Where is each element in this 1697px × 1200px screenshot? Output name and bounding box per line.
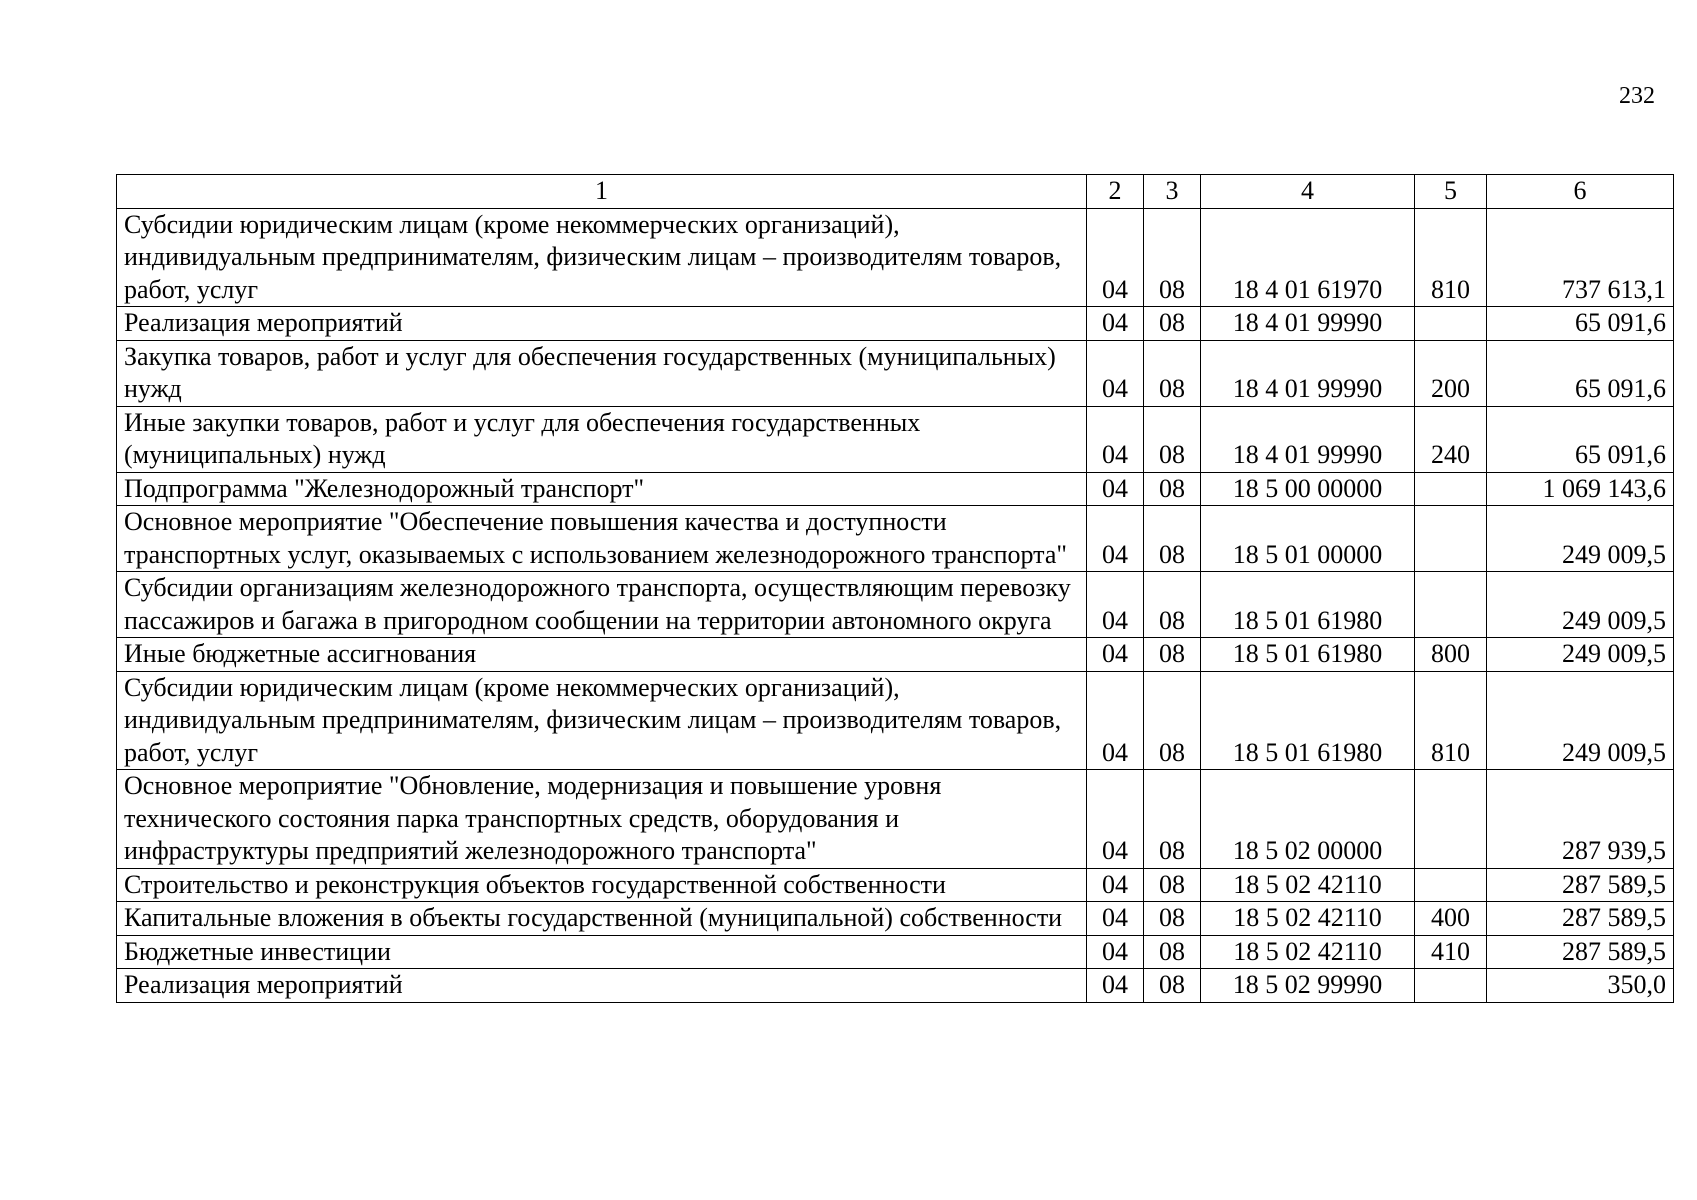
row-section: 04 [1087,969,1144,1003]
header-col-4: 4 [1201,175,1415,209]
row-amount: 287 589,5 [1487,902,1674,936]
row-article: 18 5 00 00000 [1201,472,1415,506]
row-article: 18 4 01 99990 [1201,406,1415,472]
table-row [117,307,1674,341]
table-row [117,638,1674,672]
row-article: 18 5 02 42110 [1201,902,1415,936]
row-section: 04 [1087,340,1144,406]
row-name: Реализация мероприятий [117,307,1087,341]
row-amount: 350,0 [1487,969,1674,1003]
row-subsection: 08 [1144,406,1201,472]
table-row [117,340,1674,406]
row-name: Капитальные вложения в объекты государственной (муниципальной) собственности [117,902,1087,936]
row-name: Иные закупки товаров, работ и услуг для обеспечения государственных (муниципальных) нужд [117,406,1087,472]
row-amount: 65 091,6 [1487,307,1674,341]
row-article: 18 5 02 99990 [1201,969,1415,1003]
header-col-3: 3 [1144,175,1201,209]
row-article: 18 4 01 99990 [1201,307,1415,341]
row-name: Подпрограмма "Железнодорожный транспорт" [117,472,1087,506]
table-row [117,902,1674,936]
table-row [117,208,1674,307]
row-section: 04 [1087,638,1144,672]
row-article: 18 4 01 61970 [1201,208,1415,307]
row-kind [1415,868,1487,902]
table-row [117,572,1674,638]
table-row [117,506,1674,572]
row-kind: 810 [1415,671,1487,770]
header-col-1: 1 [117,175,1087,209]
row-subsection: 08 [1144,935,1201,969]
row-subsection: 08 [1144,671,1201,770]
row-article: 18 5 01 61980 [1201,638,1415,672]
row-subsection: 08 [1144,572,1201,638]
page-number: 232 [1619,83,1655,109]
row-subsection: 08 [1144,307,1201,341]
table-row [117,935,1674,969]
row-kind [1415,572,1487,638]
row-article: 18 5 02 42110 [1201,868,1415,902]
row-section: 04 [1087,506,1144,572]
row-amount: 65 091,6 [1487,340,1674,406]
row-kind: 400 [1415,902,1487,936]
table-row [117,868,1674,902]
row-kind [1415,472,1487,506]
table-row [117,406,1674,472]
row-section: 04 [1087,472,1144,506]
row-article: 18 5 02 42110 [1201,935,1415,969]
row-section: 04 [1087,572,1144,638]
row-subsection: 08 [1144,770,1201,869]
row-kind: 200 [1415,340,1487,406]
budget-table [116,174,1674,1003]
row-subsection: 08 [1144,472,1201,506]
row-amount: 287 939,5 [1487,770,1674,869]
row-section: 04 [1087,868,1144,902]
row-article: 18 5 01 61980 [1201,671,1415,770]
row-kind: 410 [1415,935,1487,969]
table-row [117,770,1674,869]
row-subsection: 08 [1144,340,1201,406]
row-section: 04 [1087,406,1144,472]
row-amount: 65 091,6 [1487,406,1674,472]
row-subsection: 08 [1144,969,1201,1003]
row-amount: 287 589,5 [1487,868,1674,902]
row-amount: 249 009,5 [1487,572,1674,638]
row-amount: 249 009,5 [1487,671,1674,770]
table-header-row [117,175,1674,209]
row-name: Закупка товаров, работ и услуг для обеспечения государственных (муниципальных) нужд [117,340,1087,406]
row-kind [1415,307,1487,341]
row-subsection: 08 [1144,208,1201,307]
row-article: 18 5 01 00000 [1201,506,1415,572]
row-section: 04 [1087,671,1144,770]
header-col-6: 6 [1487,175,1674,209]
row-section: 04 [1087,208,1144,307]
header-col-2: 2 [1087,175,1144,209]
row-amount: 1 069 143,6 [1487,472,1674,506]
header-col-5: 5 [1415,175,1487,209]
row-name: Субсидии юридическим лицам (кроме некоммерческих организаций), индивидуальным предпринимателям, физическим лицам – производителям товаров, работ, услуг [117,671,1087,770]
row-name: Реализация мероприятий [117,969,1087,1003]
row-kind: 810 [1415,208,1487,307]
row-name: Субсидии юридическим лицам (кроме некоммерческих организаций), индивидуальным предпринимателям, физическим лицам – производителям товаров, работ, услуг [117,208,1087,307]
row-kind: 240 [1415,406,1487,472]
row-subsection: 08 [1144,902,1201,936]
row-section: 04 [1087,307,1144,341]
table-row [117,472,1674,506]
row-article: 18 5 02 00000 [1201,770,1415,869]
row-article: 18 4 01 99990 [1201,340,1415,406]
row-subsection: 08 [1144,868,1201,902]
row-name: Субсидии организациям железнодорожного транспорта, осуществляющим перевозку пассажиров и багажа в пригородном сообщении на территории автономного округа [117,572,1087,638]
table-row [117,671,1674,770]
row-subsection: 08 [1144,638,1201,672]
row-article: 18 5 01 61980 [1201,572,1415,638]
row-kind [1415,770,1487,869]
row-amount: 287 589,5 [1487,935,1674,969]
row-name: Строительство и реконструкция объектов государственной собственности [117,868,1087,902]
row-kind [1415,969,1487,1003]
row-name: Основное мероприятие "Обновление, модернизация и повышение уровня технического состояния парка транспортных средств, оборудования и инфраструктуры предприятий железнодорожного транспорта" [117,770,1087,869]
row-amount: 737 613,1 [1487,208,1674,307]
row-section: 04 [1087,902,1144,936]
row-section: 04 [1087,770,1144,869]
row-name: Основное мероприятие "Обеспечение повышения качества и доступности транспортных услуг, оказываемых с использованием железнодорожного транспорта" [117,506,1087,572]
row-kind: 800 [1415,638,1487,672]
row-section: 04 [1087,935,1144,969]
row-name: Иные бюджетные ассигнования [117,638,1087,672]
table-row [117,969,1674,1003]
row-name: Бюджетные инвестиции [117,935,1087,969]
row-kind [1415,506,1487,572]
row-amount: 249 009,5 [1487,506,1674,572]
row-amount: 249 009,5 [1487,638,1674,672]
row-subsection: 08 [1144,506,1201,572]
